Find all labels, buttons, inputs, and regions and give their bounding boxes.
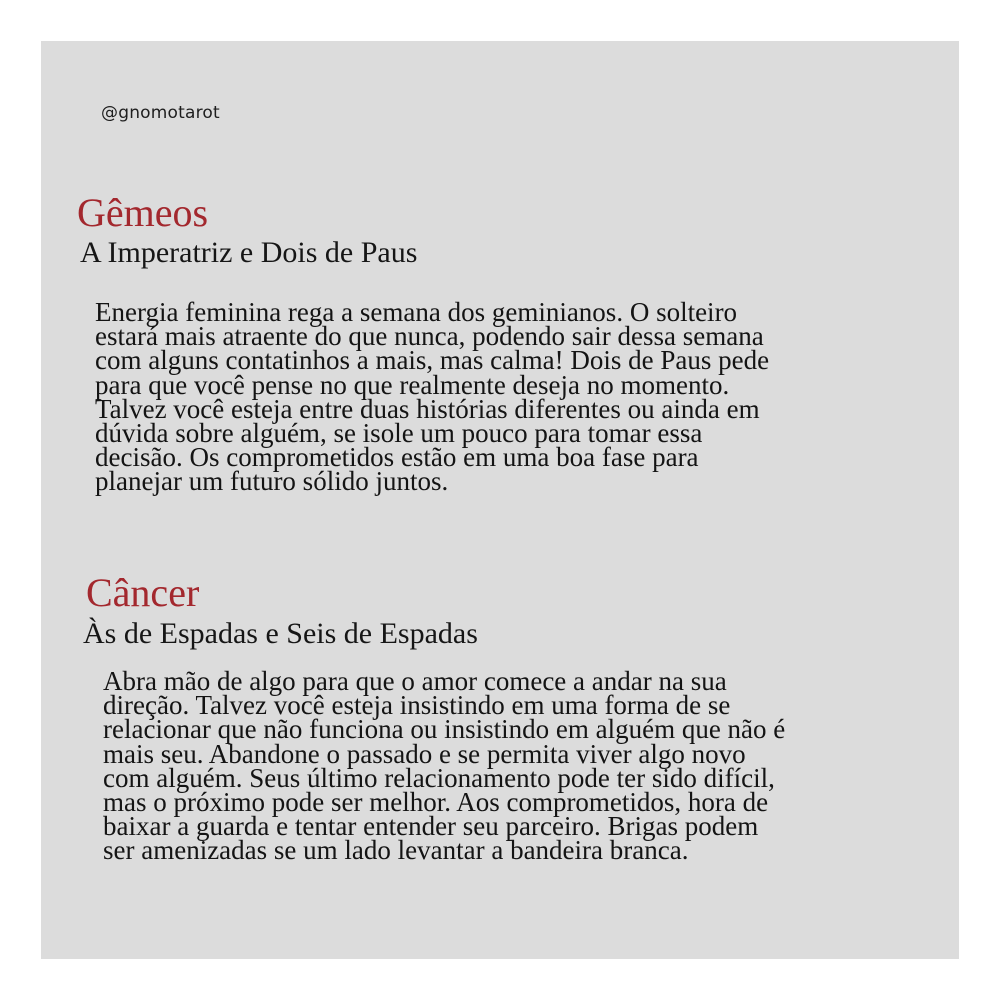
text-line: para que você pense no que realmente deseja no momento. <box>95 369 730 400</box>
section-cards-gemeos: A Imperatriz e Dois de Paus <box>80 236 418 269</box>
text-line: mais seu. Abandone o passado e se permita viver algo novo <box>103 738 746 769</box>
text-line: baixar a guarda e tentar entender seu parceiro. Brigas podem <box>103 811 759 842</box>
text-line: decisão. Os comprometidos estão em uma boa fase para <box>95 442 699 473</box>
text-line: ser amenizadas se um lado levantar a bandeira branca. <box>103 835 689 866</box>
text-line: com alguns contatinhos a mais, mas calma! Dois de Paus pede <box>95 345 770 376</box>
text-line: Abra mão de algo para que o amor comece a andar na sua <box>103 666 727 696</box>
section-title-gemeos: Gêmeos <box>77 190 209 235</box>
text-line: estará mais atraente do que nunca, podendo sair dessa semana <box>95 321 764 352</box>
section-text-gemeos <box>95 297 770 497</box>
horoscope-card <box>41 41 959 959</box>
author-handle: @gnomotarot <box>101 103 220 123</box>
text-line: com alguém. Seus último relacionamento pode ter sido difícil, <box>103 762 775 793</box>
text-line: Talvez você esteja entre duas histórias diferentes ou ainda em <box>95 393 760 424</box>
section-title-cancer: Câncer <box>86 570 200 615</box>
text-line: Energia feminina rega a semana dos geminianos. O solteiro <box>95 297 738 327</box>
text-line: dúvida sobre alguém, se isole um pouco para tomar essa <box>95 418 703 449</box>
text-line: relacionar que não funciona ou insistindo em alguém que não é <box>103 714 786 745</box>
text-line: direção. Talvez você esteja insistindo em uma forma de se <box>103 690 731 721</box>
section-text-cancer <box>103 666 786 866</box>
text-line: mas o próximo pode ser melhor. Aos comprometidos, hora de <box>103 787 769 818</box>
section-cards-cancer: Às de Espadas e Seis de Espadas <box>83 617 478 650</box>
text-line: planejar um futuro sólido juntos. <box>95 466 449 497</box>
